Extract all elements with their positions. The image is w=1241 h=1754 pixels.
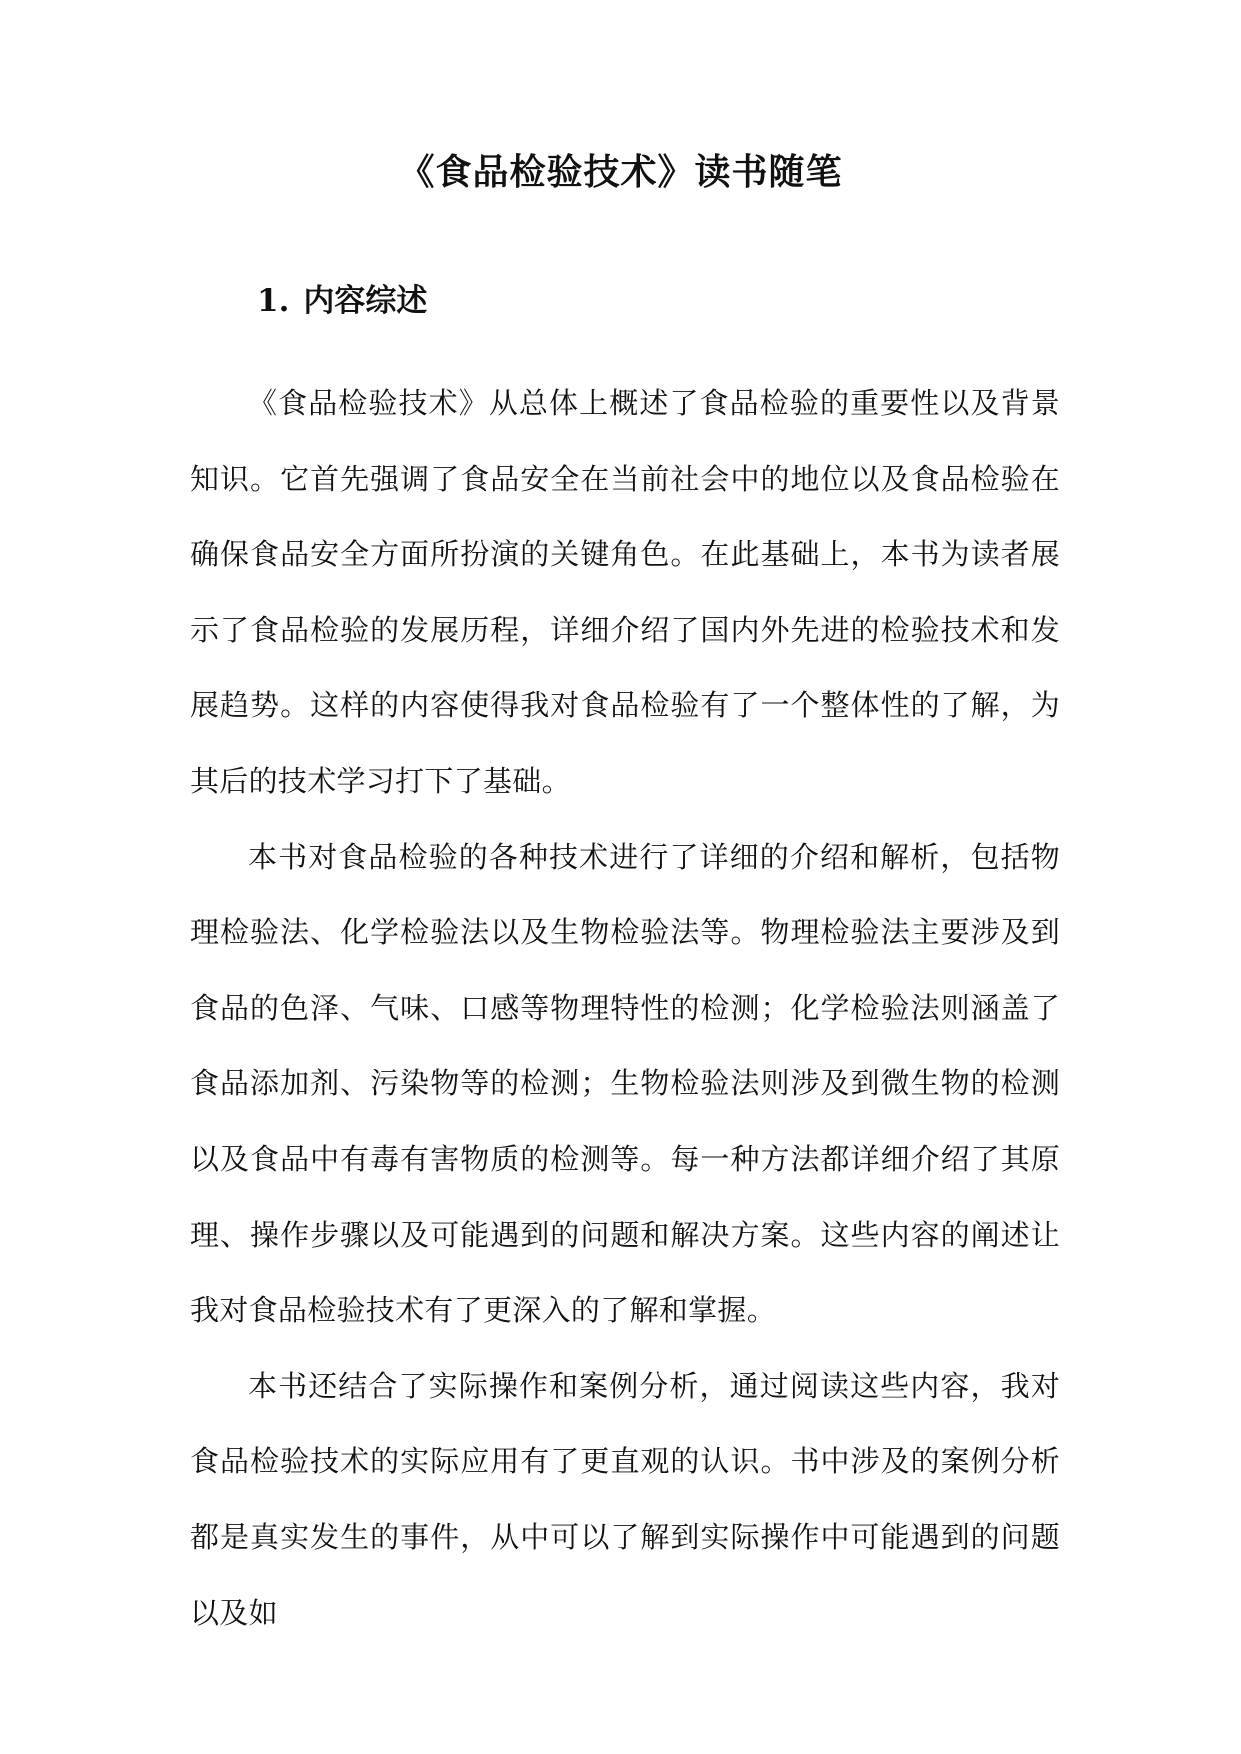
document-title: 《食品检验技术》读书随笔 — [398, 152, 843, 193]
paragraph-3: 本书还结合了实际操作和案例分析，通过阅读这些内容，我对食品检验技术的实际应用有了更直观的认识。书中涉及的案例分析都是真实发生的事件，从中可以了解到实际操作中可能遇到的问题以及如 — [190, 1368, 1060, 1630]
section-number: 1. — [257, 283, 290, 319]
section-heading-text: 内容综述 — [303, 283, 428, 319]
paragraph-2: 本书对食品检验的各种技术进行了详细的介绍和解析，包括物理检验法、化学检验法以及生物检验法等。物理检验法主要涉及到食品的色泽、气味、口感等物理特性的检测；化学检验法则涵盖了食品添加剂、污染物等的检测；生物检验法则涉及到微生物的检测以及食品中有毒有害物质的检测等。每一种方法都详细介绍了其原理、操作步骤以及可能遇到的问题和解决方案。这些内容的阐述让我对食品检验技术有了更深入的了解和掌握。 — [190, 839, 1060, 1328]
section-heading — [257, 278, 427, 324]
paragraph-1: 《食品检验技术》从总体上概述了食品检验的重要性以及背景知识。它首先强调了食品安全在当前社会中的地位以及食品检验在确保食品安全方面所扮演的关键角色。在此基础上，本书为读者展示了食品检验的发展历程，详细介绍了国内外先进的检验技术和发展趋势。这样的内容使得我对食品检验有了一个整体性的了解，为其后的技术学习打下了基础。 — [190, 386, 1060, 798]
document-body — [190, 366, 1060, 1651]
